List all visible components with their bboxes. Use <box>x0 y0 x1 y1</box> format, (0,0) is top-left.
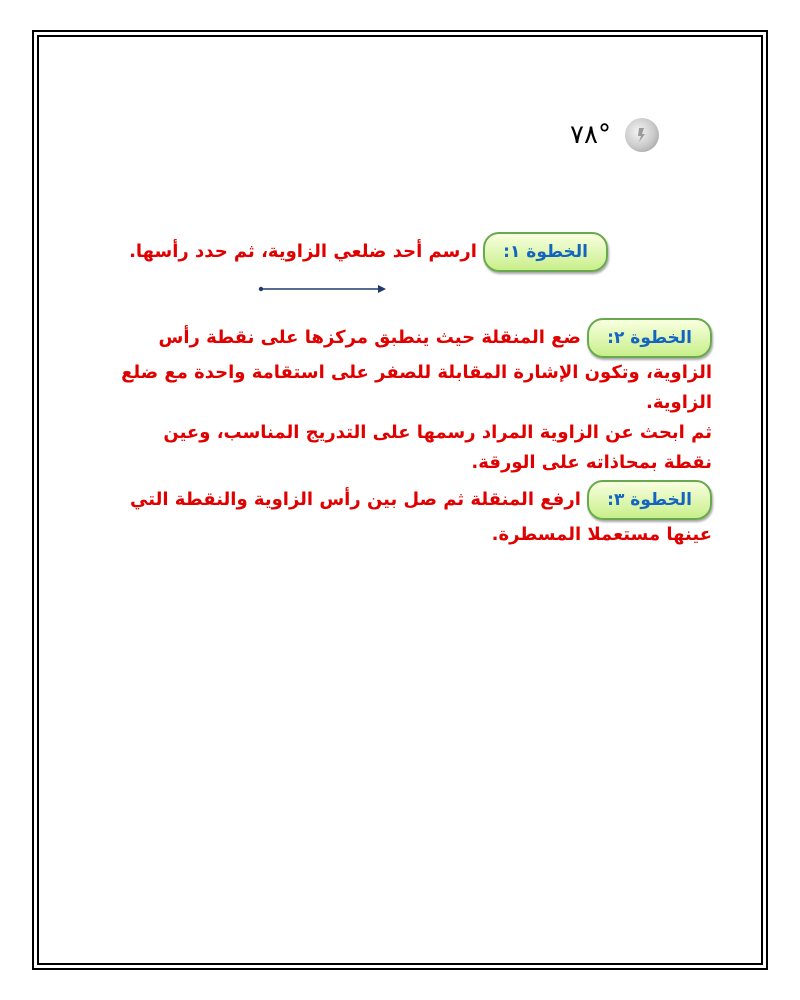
step-1 <box>88 232 608 272</box>
angle-value: ٧٨° <box>570 120 611 150</box>
step-2-line-1: ضع المنقلة حيث ينطبق مركزها على نقطة رأس <box>158 327 581 348</box>
step-2 <box>72 318 712 478</box>
step-1-line-1: ارسم أحد ضلعي الزاوية، ثم حدد رأسها. <box>129 241 477 262</box>
step-1-badge: الخطوة ١: <box>483 232 608 272</box>
exercise-header <box>570 115 690 155</box>
step-2-line-5: نقطة بمحاذاته على الورقة. <box>471 452 712 473</box>
step-2-line-3: الزاوية. <box>646 392 712 413</box>
step-3-badge: الخطوة ٣: <box>587 480 712 520</box>
step-3 <box>72 480 712 550</box>
step-3-line-1: ارفع المنقلة ثم صل بين رأس الزاوية والنقطة التي <box>130 489 581 510</box>
ray-illustration <box>258 282 388 296</box>
step-2-line-4: ثم ابحث عن الزاوية المراد رسمها على التدريج المناسب، وعين <box>163 422 712 443</box>
globe-bullet-icon <box>625 118 659 152</box>
step-2-line-2: الزاوية، وتكون الإشارة المقابلة للصفر على استقامة واحدة مع ضلع <box>121 362 712 383</box>
step-3-line-2: عينها مستعملا المسطرة. <box>491 524 712 545</box>
step-2-badge: الخطوة ٢: <box>587 318 712 358</box>
